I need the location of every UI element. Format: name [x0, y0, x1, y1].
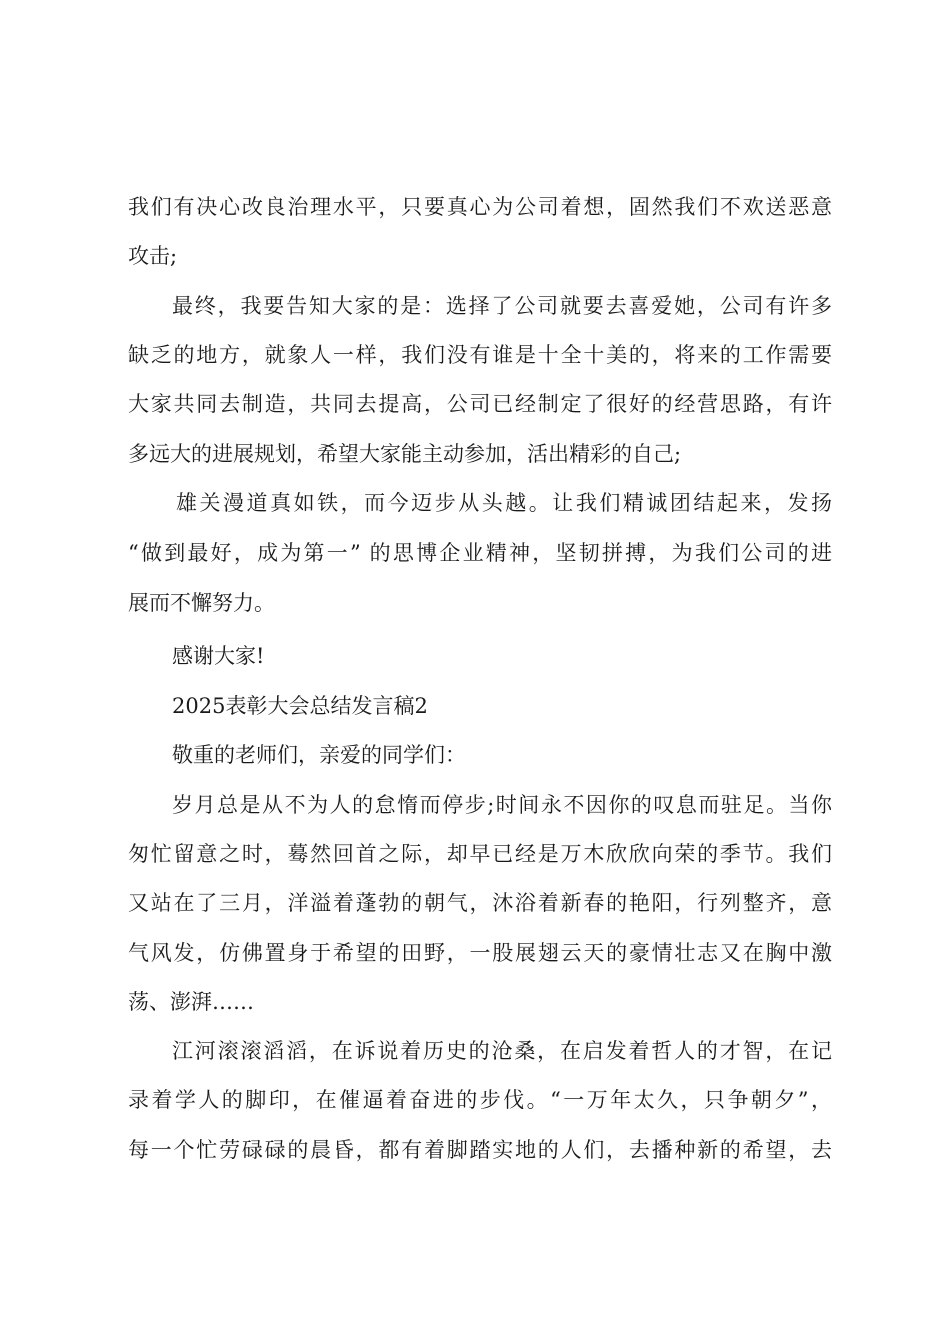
section-title: 2025表彰大会总结发言稿2	[172, 694, 428, 718]
text-line: 多远大的进展规划，希望大家能主动参加，活出精彩的自己;	[128, 442, 682, 466]
paragraph-first-line: 最终，我要告知大家的是：选择了公司就要去喜爱她，公司有许多	[172, 294, 832, 318]
text-line: 又站在了三月，洋溢着蓬勃的朝气，沐浴着新春的艳阳，行列整齐，意	[128, 891, 832, 915]
text-line: 每一个忙劳碌碌的晨昏，都有着脚踏实地的人们，去播种新的希望，去	[128, 1138, 832, 1162]
salutation: 敬重的老师们，亲爱的同学们：	[172, 743, 466, 767]
text-line: 展而不懈努力。	[128, 591, 275, 615]
closing-thanks: 感谢大家!	[172, 644, 265, 668]
text-line: 匆忙留意之时，蓦然回首之际，却早已经是万木欣欣向荣的季节。我们	[128, 842, 832, 866]
text-line: 气风发，仿佛置身于希望的田野，一股展翅云天的豪情壮志又在胸中激	[128, 941, 832, 965]
paragraph-first-line: 雄关漫道真如铁，而今迈步从头越。让我们精诚团结起来，发扬	[176, 491, 832, 515]
paragraph-first-line: 岁月总是从不为人的怠惰而停步;时间永不因你的叹息而驻足。当你	[172, 793, 832, 817]
text-line: 大家共同去制造，共同去提高，公司已经制定了很好的经营思路，有许	[128, 392, 832, 416]
text-line: “做到最好，成为第一” 的思博企业精神，坚韧拼搏，为我们公司的进	[128, 541, 832, 565]
text-line: 攻击;	[128, 244, 178, 268]
text-line: 我们有决心改良治理水平，只要真心为公司着想，固然我们不欢送恶意	[128, 195, 832, 219]
paragraph-first-line: 江河滚滚滔滔，在诉说着历史的沧桑，在启发着哲人的才智，在记	[172, 1039, 832, 1063]
text-line: 录着学人的脚印，在催逼着奋进的步伐。“一万年太久，只争朝夕”，	[128, 1088, 832, 1112]
text-line: 缺乏的地方，就象人一样，我们没有谁是十全十美的，将来的工作需要	[128, 343, 832, 367]
text-line: 荡、澎湃……	[128, 990, 254, 1014]
